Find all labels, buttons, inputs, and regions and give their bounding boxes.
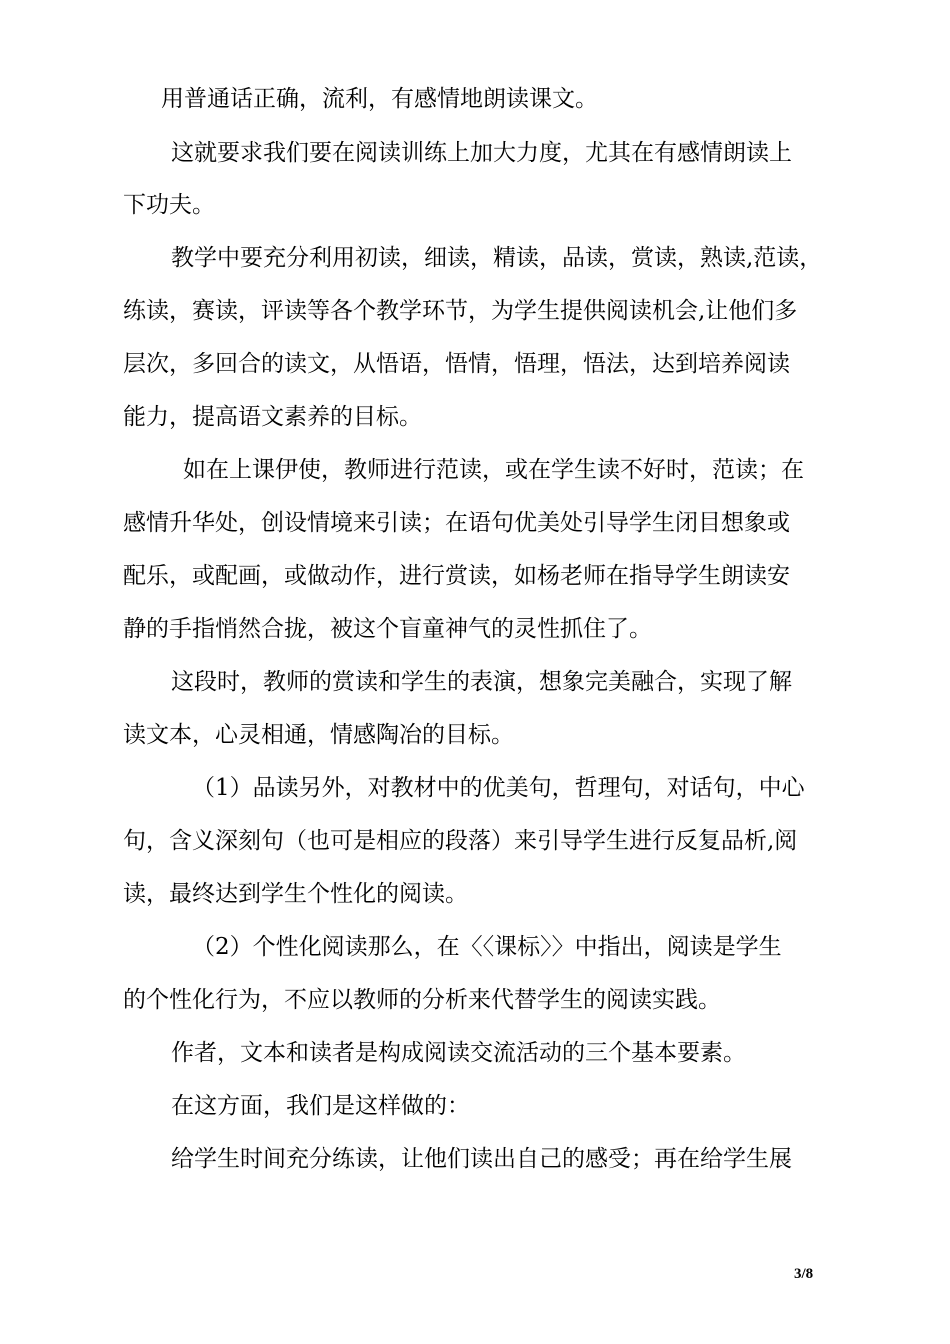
text-line: 教学中要充分利用初读，细读，精读，品读，赏读，熟读,范读，: [171, 245, 823, 271]
text-line: 下功夫。: [123, 192, 215, 218]
text-line: 如在上课伊使，教师进行范读，或在学生读不好时，范读；在: [183, 457, 804, 483]
text-line: 读文本，心灵相通，情感陶冶的目标。: [123, 722, 514, 748]
text-line: 句，含义深刻句（也可是相应的段落）来引导学生进行反复品析,阅: [123, 828, 798, 854]
text-line: 在这方面，我们是这样做的：: [171, 1093, 470, 1119]
text-line: 的个性化行为，不应以教师的分析来代替学生的阅读实践。: [123, 987, 721, 1013]
text-line: 感情升华处，创设情境来引读；在语句优美处引导学生闭目想象或: [123, 510, 790, 536]
text-line: （2）个性化阅读那么，在〈〈课标〉〉中指出，阅读是学生: [192, 934, 782, 960]
text-line: 作者，文本和读者是构成阅读交流活动的三个基本要素。: [171, 1040, 746, 1066]
text-line: 层次，多回合的读文，从悟语，悟情，悟理，悟法，达到培养阅读: [123, 351, 790, 377]
text-line: 给学生时间充分练读，让他们读出自己的感受；再在给学生展: [171, 1146, 792, 1172]
text-line: （1）品读另外，对教材中的优美句，哲理句，对话句，中心: [192, 775, 805, 801]
text-line: 能力，提高语文素养的目标。: [123, 404, 422, 430]
text-line: 用普通话正确，流利，有感情地朗读课文。: [161, 86, 598, 112]
text-line: 这段时，教师的赏读和学生的表演，想象完美融合，实现了解: [171, 669, 792, 695]
text-line: 读，最终达到学生个性化的阅读。: [123, 881, 468, 907]
page-number: 3/8: [794, 1266, 814, 1282]
text-line: 练读，赛读，评读等各个教学环节，为学生提供阅读机会,让他们多: [123, 298, 798, 324]
text-line: 这就要求我们要在阅读训练上加大力度，尤其在有感情朗读上: [171, 140, 792, 166]
text-line: 静的手指悄然合拢，被这个盲童神气的灵性抓住了。: [123, 616, 652, 642]
text-line: 配乐，或配画，或做动作，进行赏读，如杨老师在指导学生朗读安: [123, 563, 790, 589]
